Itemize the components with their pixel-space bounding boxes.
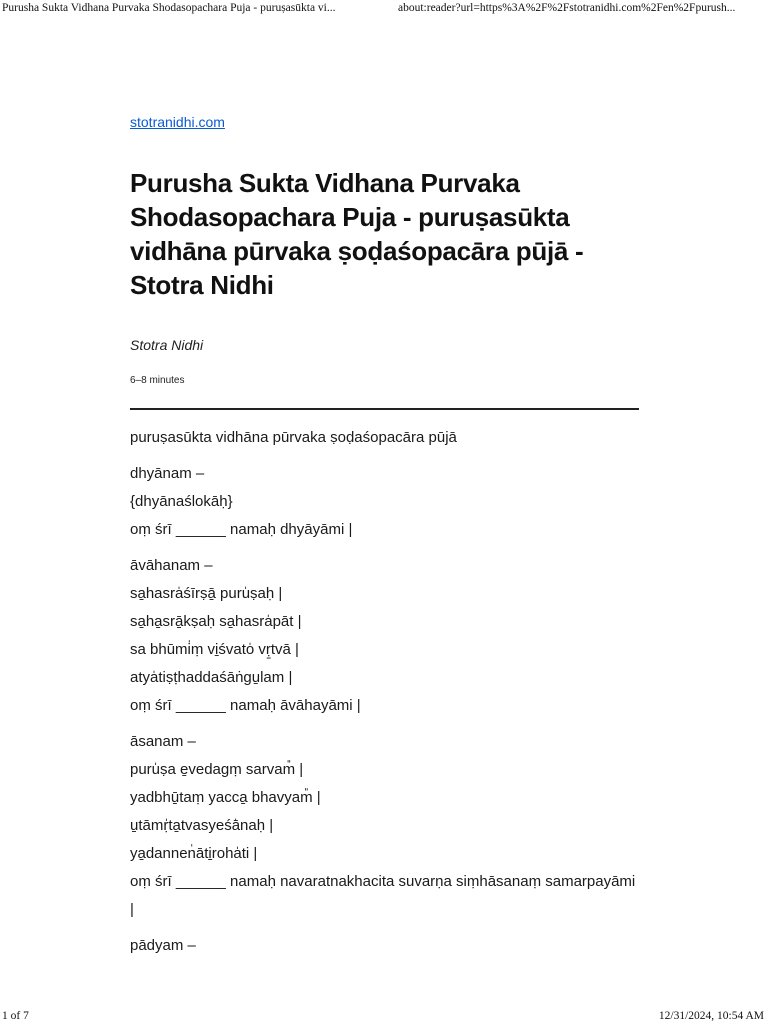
page-counter: 1 of 7 — [2, 1010, 29, 1022]
article-byline: Stotra Nidhi — [130, 337, 204, 353]
article-intro: puruṣasūkta vidhāna pūrvaka ṣoḍaśopacāra pūjā — [130, 429, 457, 446]
stanza-line: oṃ śrī ______ namaḥ āvāhayāmi | — [130, 697, 361, 714]
stanza-line: āsanam – — [130, 733, 196, 750]
print-header-page-title: Purusha Sukta Vidhana Purvaka Shodasopachara Puja - puruṣasūkta vi... — [2, 2, 336, 14]
header-divider — [130, 408, 639, 410]
stanza-line: sa̱ha̱srā̱kṣaḥ sa̱hasra̍pāt | — [130, 613, 302, 630]
stanza-line: pādyam – — [130, 937, 196, 954]
stanza-line: yadbhū̱taṃ yacca̱ bhavyam̎ | — [130, 789, 321, 806]
stanza-padyam — [130, 932, 640, 960]
source-domain-link[interactable]: stotranidhi.com — [130, 114, 225, 130]
article-content — [130, 424, 640, 968]
article-title: Purusha Sukta Vidhana Purvaka Shodasopachara Puja - puruṣasūkta vidhāna pūrvaka ṣoḍaśopacāra pūjā - Stotra Nidhi — [130, 168, 584, 300]
stanza-line: sa̱hasra̍śīrṣā̱ puru̍ṣaḥ | — [130, 585, 283, 602]
print-header — [0, 0, 768, 18]
stanza-line: sa bhūmi̍ṃ vi̱śvato̍ vṛ̱tvā | — [130, 641, 299, 658]
stanza-line: oṃ śrī ______ namaḥ navaratnakhacita suvarṇa siṃhāsanaṃ samarpayāmi | — [130, 873, 636, 918]
stanza-dhyanam — [130, 460, 640, 544]
reading-time: 6–8 minutes — [130, 375, 185, 386]
stanza-line: dhyānam – — [130, 465, 205, 482]
print-footer — [0, 1008, 768, 1024]
stanza-line: puru̍ṣa e̱vedagṃ sarvam̎ | — [130, 761, 304, 778]
stanza-line: atya̍tiṣṭhaddaśāṅgu̱lam | — [130, 669, 293, 686]
stanza-line: {dhyānaślokāḥ} — [130, 493, 233, 510]
print-header-url: about:reader?url=https%3A%2F%2Fstotranidhi.com%2Fen%2Fpurush... — [398, 2, 736, 14]
stanza-line: oṃ śrī ______ namaḥ dhyāyāmi | — [130, 521, 353, 538]
stanza-line: āvāhanam – — [130, 557, 213, 574]
stanza-asanam — [130, 728, 640, 924]
stanza-line: ya̱dannen̍āti̱roha̍ti | — [130, 845, 258, 862]
stanza-avahanam — [130, 552, 640, 720]
print-datetime: 12/31/2024, 10:54 AM — [658, 1010, 764, 1022]
stanza-line: u̱tāmṛ̍ta̱tvasyeśā̍naḥ | — [130, 817, 274, 834]
